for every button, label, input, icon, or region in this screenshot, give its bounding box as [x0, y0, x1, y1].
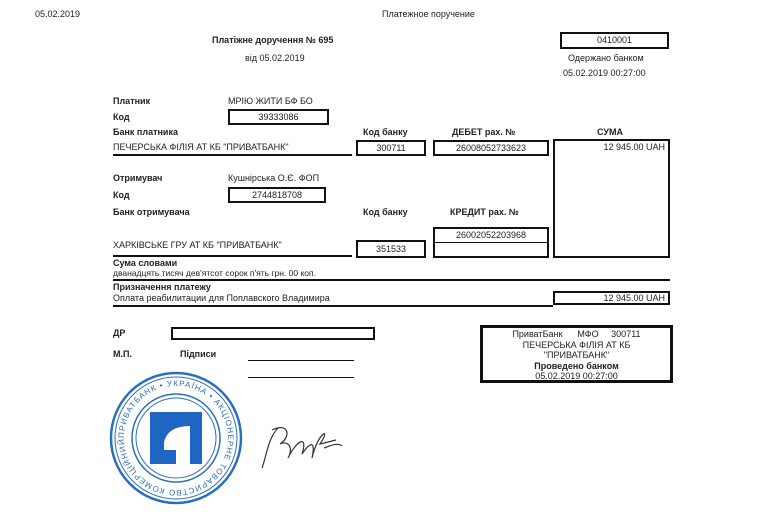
dr-field — [171, 327, 375, 340]
sum-label: СУМА — [597, 127, 623, 137]
signature-icon — [258, 418, 348, 473]
bank-stamp — [480, 325, 673, 383]
stamp-branch-1: ПЕЧЕРСЬКА ФІЛІЯ АТ КБ — [522, 339, 631, 350]
purpose-sum: 12 945.00 UAH — [553, 291, 670, 305]
purpose-text: Оплата реабилитации для Поплавского Владимира — [113, 293, 330, 303]
stamp-processed-datetime: 05.02.2019 00:27:00 — [535, 371, 618, 381]
payer-bank-code: 300711 — [356, 140, 426, 156]
recipient-code: 2744818708 — [228, 187, 326, 203]
recipient-code-label: Код — [113, 190, 130, 200]
signatures-label: Підписи — [180, 349, 217, 359]
bank-seal-icon — [108, 370, 244, 506]
svg-text:ПРИВАТБАНК • УКРАЇНА • АКЦІОНЕ: ПРИВАТБАНК • УКРАЇНА • АКЦІОНЕРНЕ ТОВАРИСТВО КОМЕРЦІЙНИЙ — [116, 378, 236, 498]
payer-bank-name: ПЕЧЕРСЬКА ФІЛІЯ АТ КБ "ПРИВАТБАНК" — [113, 142, 289, 152]
page-title: Платіжне доручення № 695 — [212, 35, 334, 45]
stamp-mfo: 300711 — [611, 329, 641, 339]
divider — [113, 305, 553, 307]
stamp-branch-2: "ПРИВАТБАНК" — [543, 350, 610, 360]
divider — [113, 279, 670, 281]
payer-code: 39333086 — [228, 109, 329, 125]
payer-name: МРІЮ ЖИТИ БФ БО — [228, 96, 313, 106]
divider — [113, 154, 352, 156]
signature-line — [248, 360, 354, 361]
signature-line — [248, 377, 354, 378]
print-date: 05.02.2019 — [35, 9, 81, 19]
sum-box — [553, 139, 670, 258]
recipient-bank-code-label: Код банку — [363, 207, 408, 217]
debit-label: ДЕБЕТ рах. № — [452, 127, 516, 137]
recipient-bank-name: ХАРКІВСЬКЕ ГРУ АТ КБ "ПРИВАТБАНК" — [113, 240, 282, 250]
debit-account: 26008052733623 — [433, 140, 549, 156]
amount-words: дванадцять тисяч дев'ятсот сорок п'ять грн. 00 коп. — [113, 268, 316, 278]
stamp-bank: ПриватБанк — [512, 329, 563, 339]
received-label: Одержано банком — [568, 53, 644, 63]
purpose-label: Призначення платежу — [113, 282, 211, 292]
payer-label: Платник — [113, 96, 151, 106]
doc-date: від 05.02.2019 — [245, 53, 305, 63]
recipient-bank-code: 351533 — [356, 240, 426, 258]
credit-label: КРЕДИТ рах. № — [450, 207, 519, 217]
doc-type: Платежное поручение — [382, 9, 475, 19]
payer-bank-code-label: Код банку — [363, 127, 408, 137]
recipient-label: Отримувач — [113, 173, 163, 183]
received-datetime: 05.02.2019 00:27:00 — [563, 68, 646, 78]
stamp-processed-label: Проведено банком — [534, 360, 619, 371]
payer-code-label: Код — [113, 112, 130, 122]
dr-label: ДР — [113, 328, 126, 338]
divider — [113, 255, 352, 257]
stamp-mfo-label: МФО — [577, 329, 599, 339]
credit-account-box — [433, 227, 549, 258]
mp-label: М.П. — [113, 349, 132, 359]
amount-words-label: Сума словами — [113, 258, 178, 268]
payer-bank-label: Банк платника — [113, 127, 178, 137]
recipient-bank-label: Банк отримувача — [113, 207, 190, 217]
form-code: 0410001 — [560, 32, 669, 49]
credit-account: 26002052203968 — [435, 229, 547, 243]
sum-value: 12 945.00 UAH — [603, 142, 665, 152]
recipient-name: Кушнірська О.Є. ФОП — [228, 173, 320, 183]
